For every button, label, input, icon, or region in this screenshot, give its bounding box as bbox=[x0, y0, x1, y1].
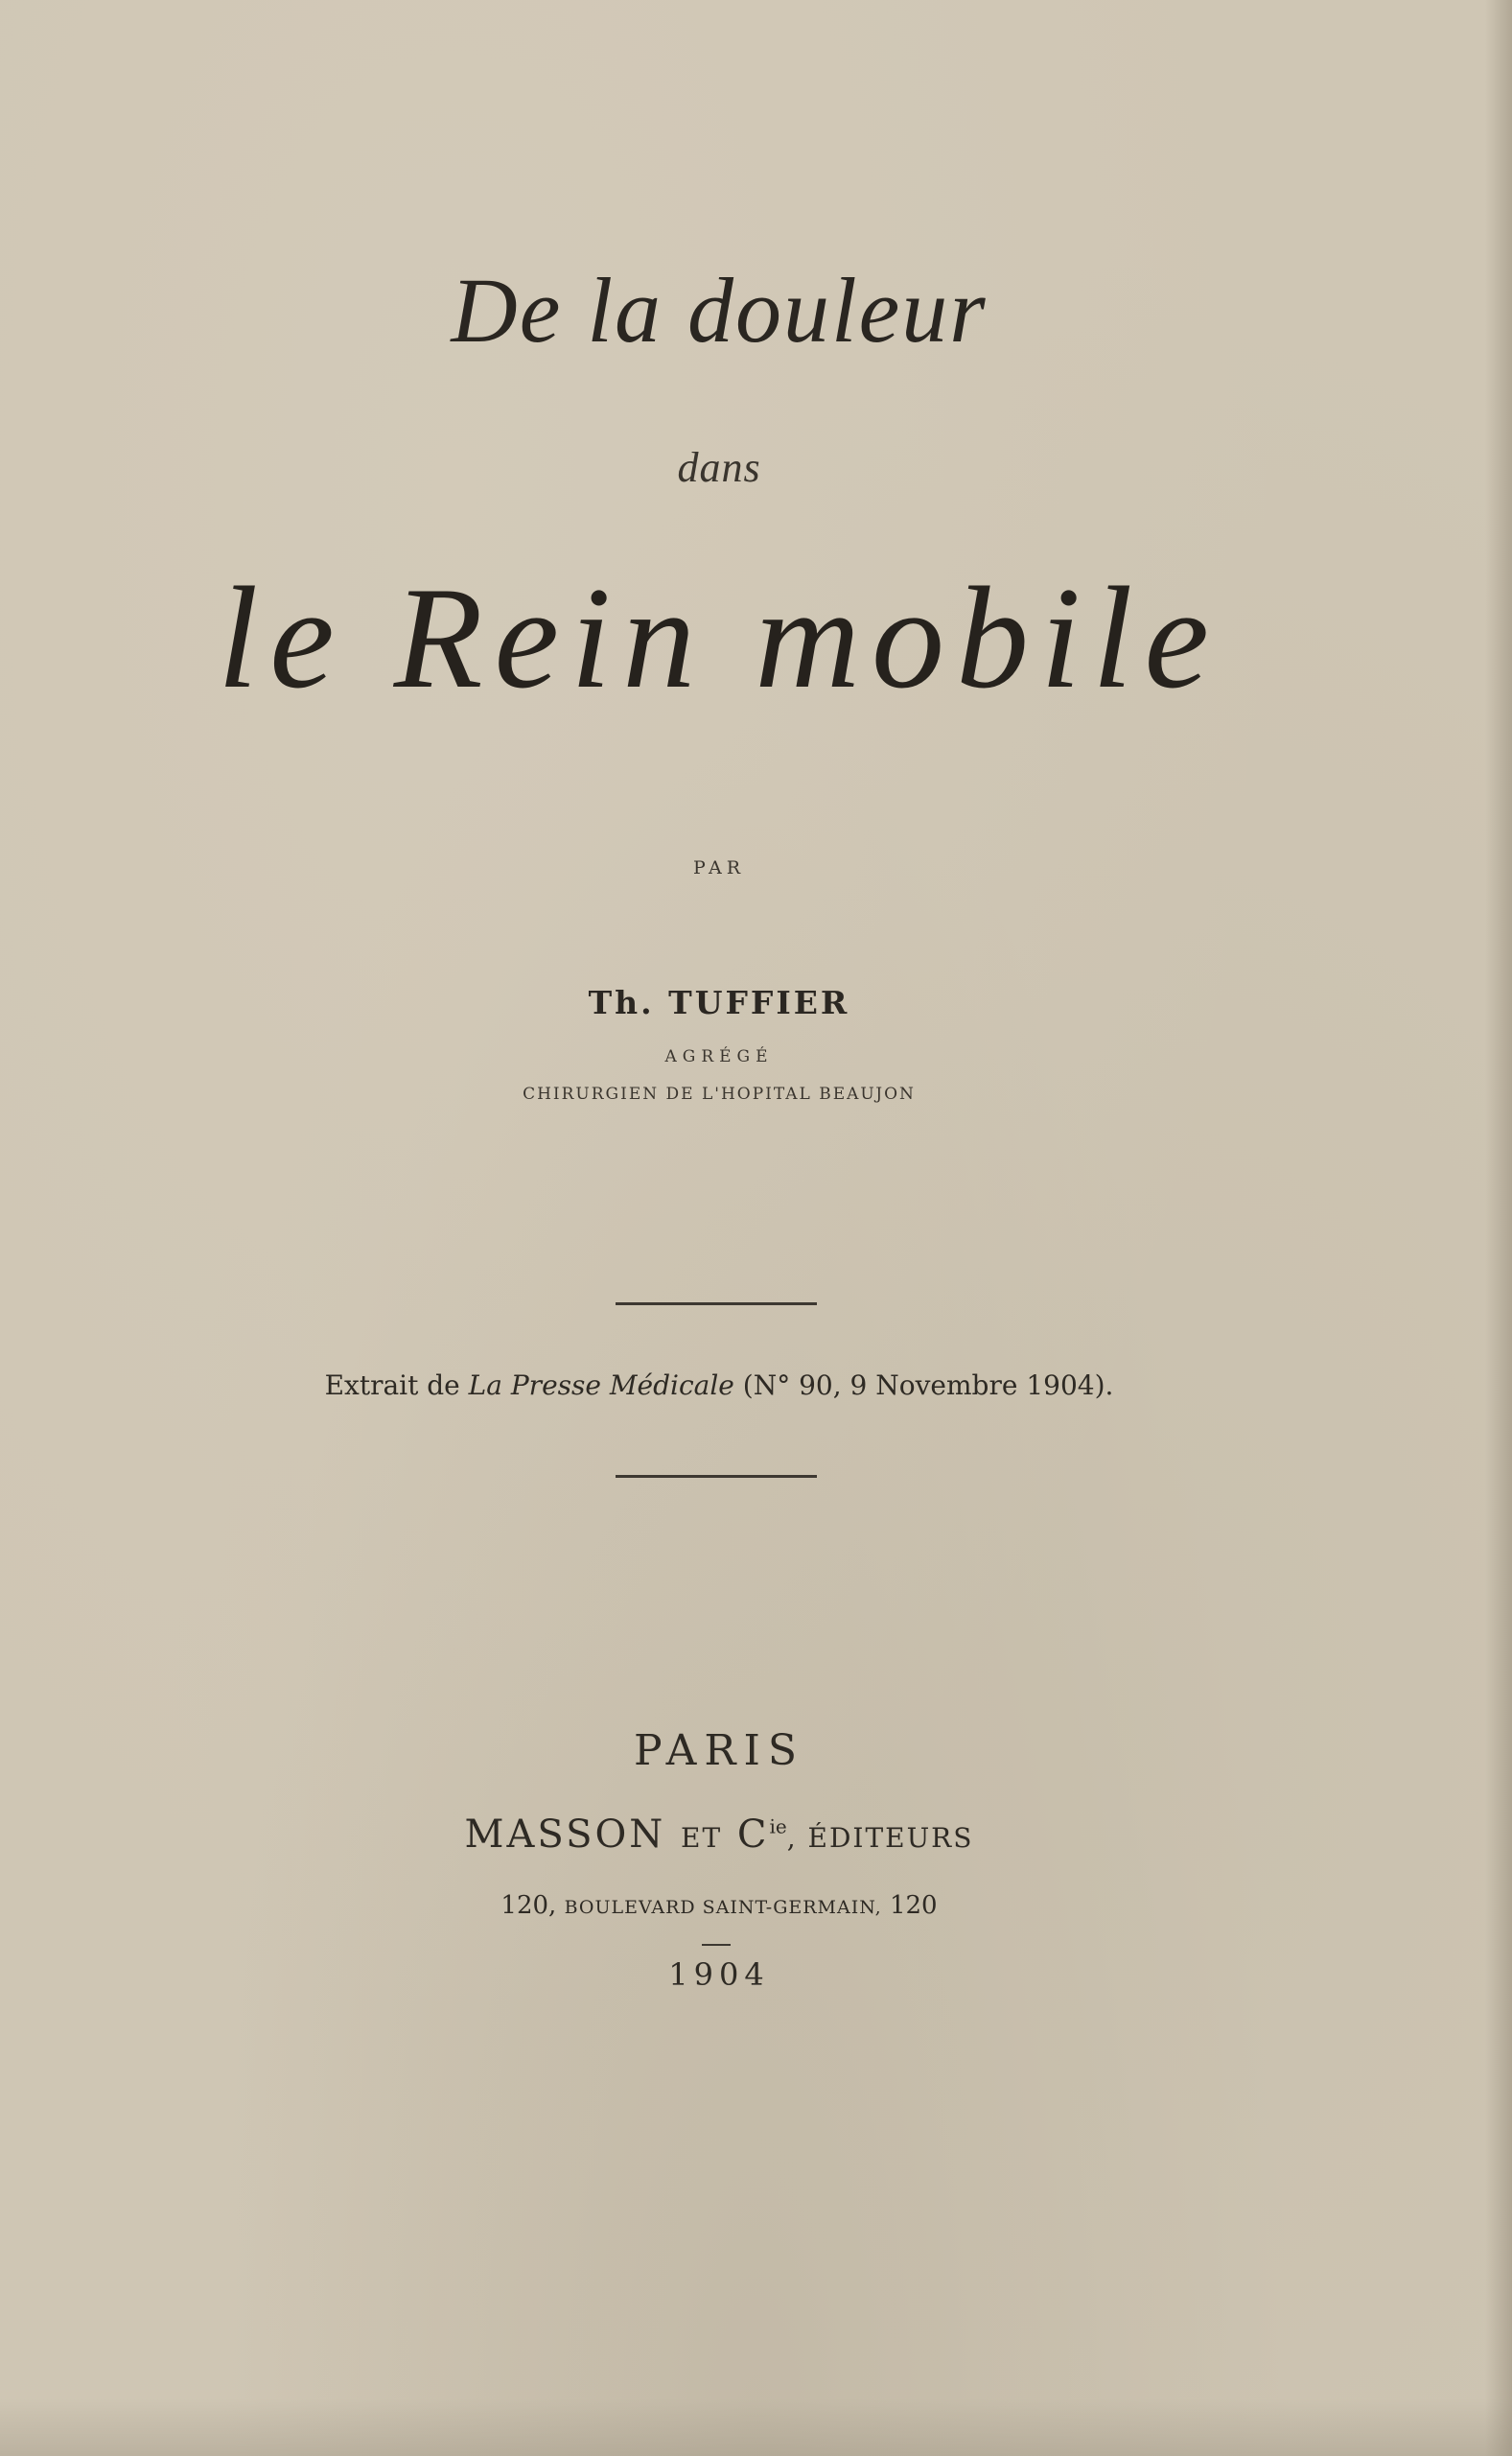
publisher-city: PARIS bbox=[634, 1726, 804, 1775]
address-street: BOULEVARD SAINT-GERMAIN, bbox=[564, 1897, 882, 1918]
author-title: AGRÉGÉ bbox=[664, 1047, 774, 1066]
publisher-company: C bbox=[736, 1813, 770, 1857]
title-line-2: le Rein mobile bbox=[218, 557, 1221, 718]
publisher-name: MASSON bbox=[464, 1813, 666, 1857]
divider-top bbox=[616, 1302, 817, 1305]
title-line-1: De la douleur bbox=[451, 259, 988, 362]
address-number-left: 120, bbox=[500, 1891, 557, 1920]
publisher-address bbox=[0, 1891, 1438, 1920]
publication-year: 1904 bbox=[668, 1956, 770, 1993]
year-dash bbox=[702, 1944, 731, 1946]
extract-details: (N° 90, 9 Novembre 1904). bbox=[733, 1369, 1114, 1401]
publisher-name-line bbox=[0, 1813, 1438, 1857]
publisher-editors: , ÉDITEURS bbox=[786, 1822, 974, 1854]
author-position: CHIRURGIEN DE L'HOPITAL BEAUJON bbox=[523, 1085, 916, 1104]
address-number-right: 120 bbox=[889, 1891, 938, 1920]
page-bottom-shadow bbox=[0, 2398, 1512, 2456]
title-connector: dans bbox=[677, 444, 761, 491]
divider-bottom bbox=[616, 1475, 817, 1478]
publisher-et: ET bbox=[681, 1822, 723, 1854]
extract-note bbox=[0, 1369, 1438, 1401]
by-label: PAR bbox=[692, 857, 746, 878]
author-name: Th. TUFFIER bbox=[588, 984, 850, 1021]
page-edge-shadow bbox=[1485, 0, 1512, 2456]
journal-name: La Presse Médicale bbox=[468, 1369, 734, 1401]
extract-prefix: Extrait de bbox=[324, 1369, 469, 1401]
publisher-company-sup: ie bbox=[769, 1814, 787, 1838]
